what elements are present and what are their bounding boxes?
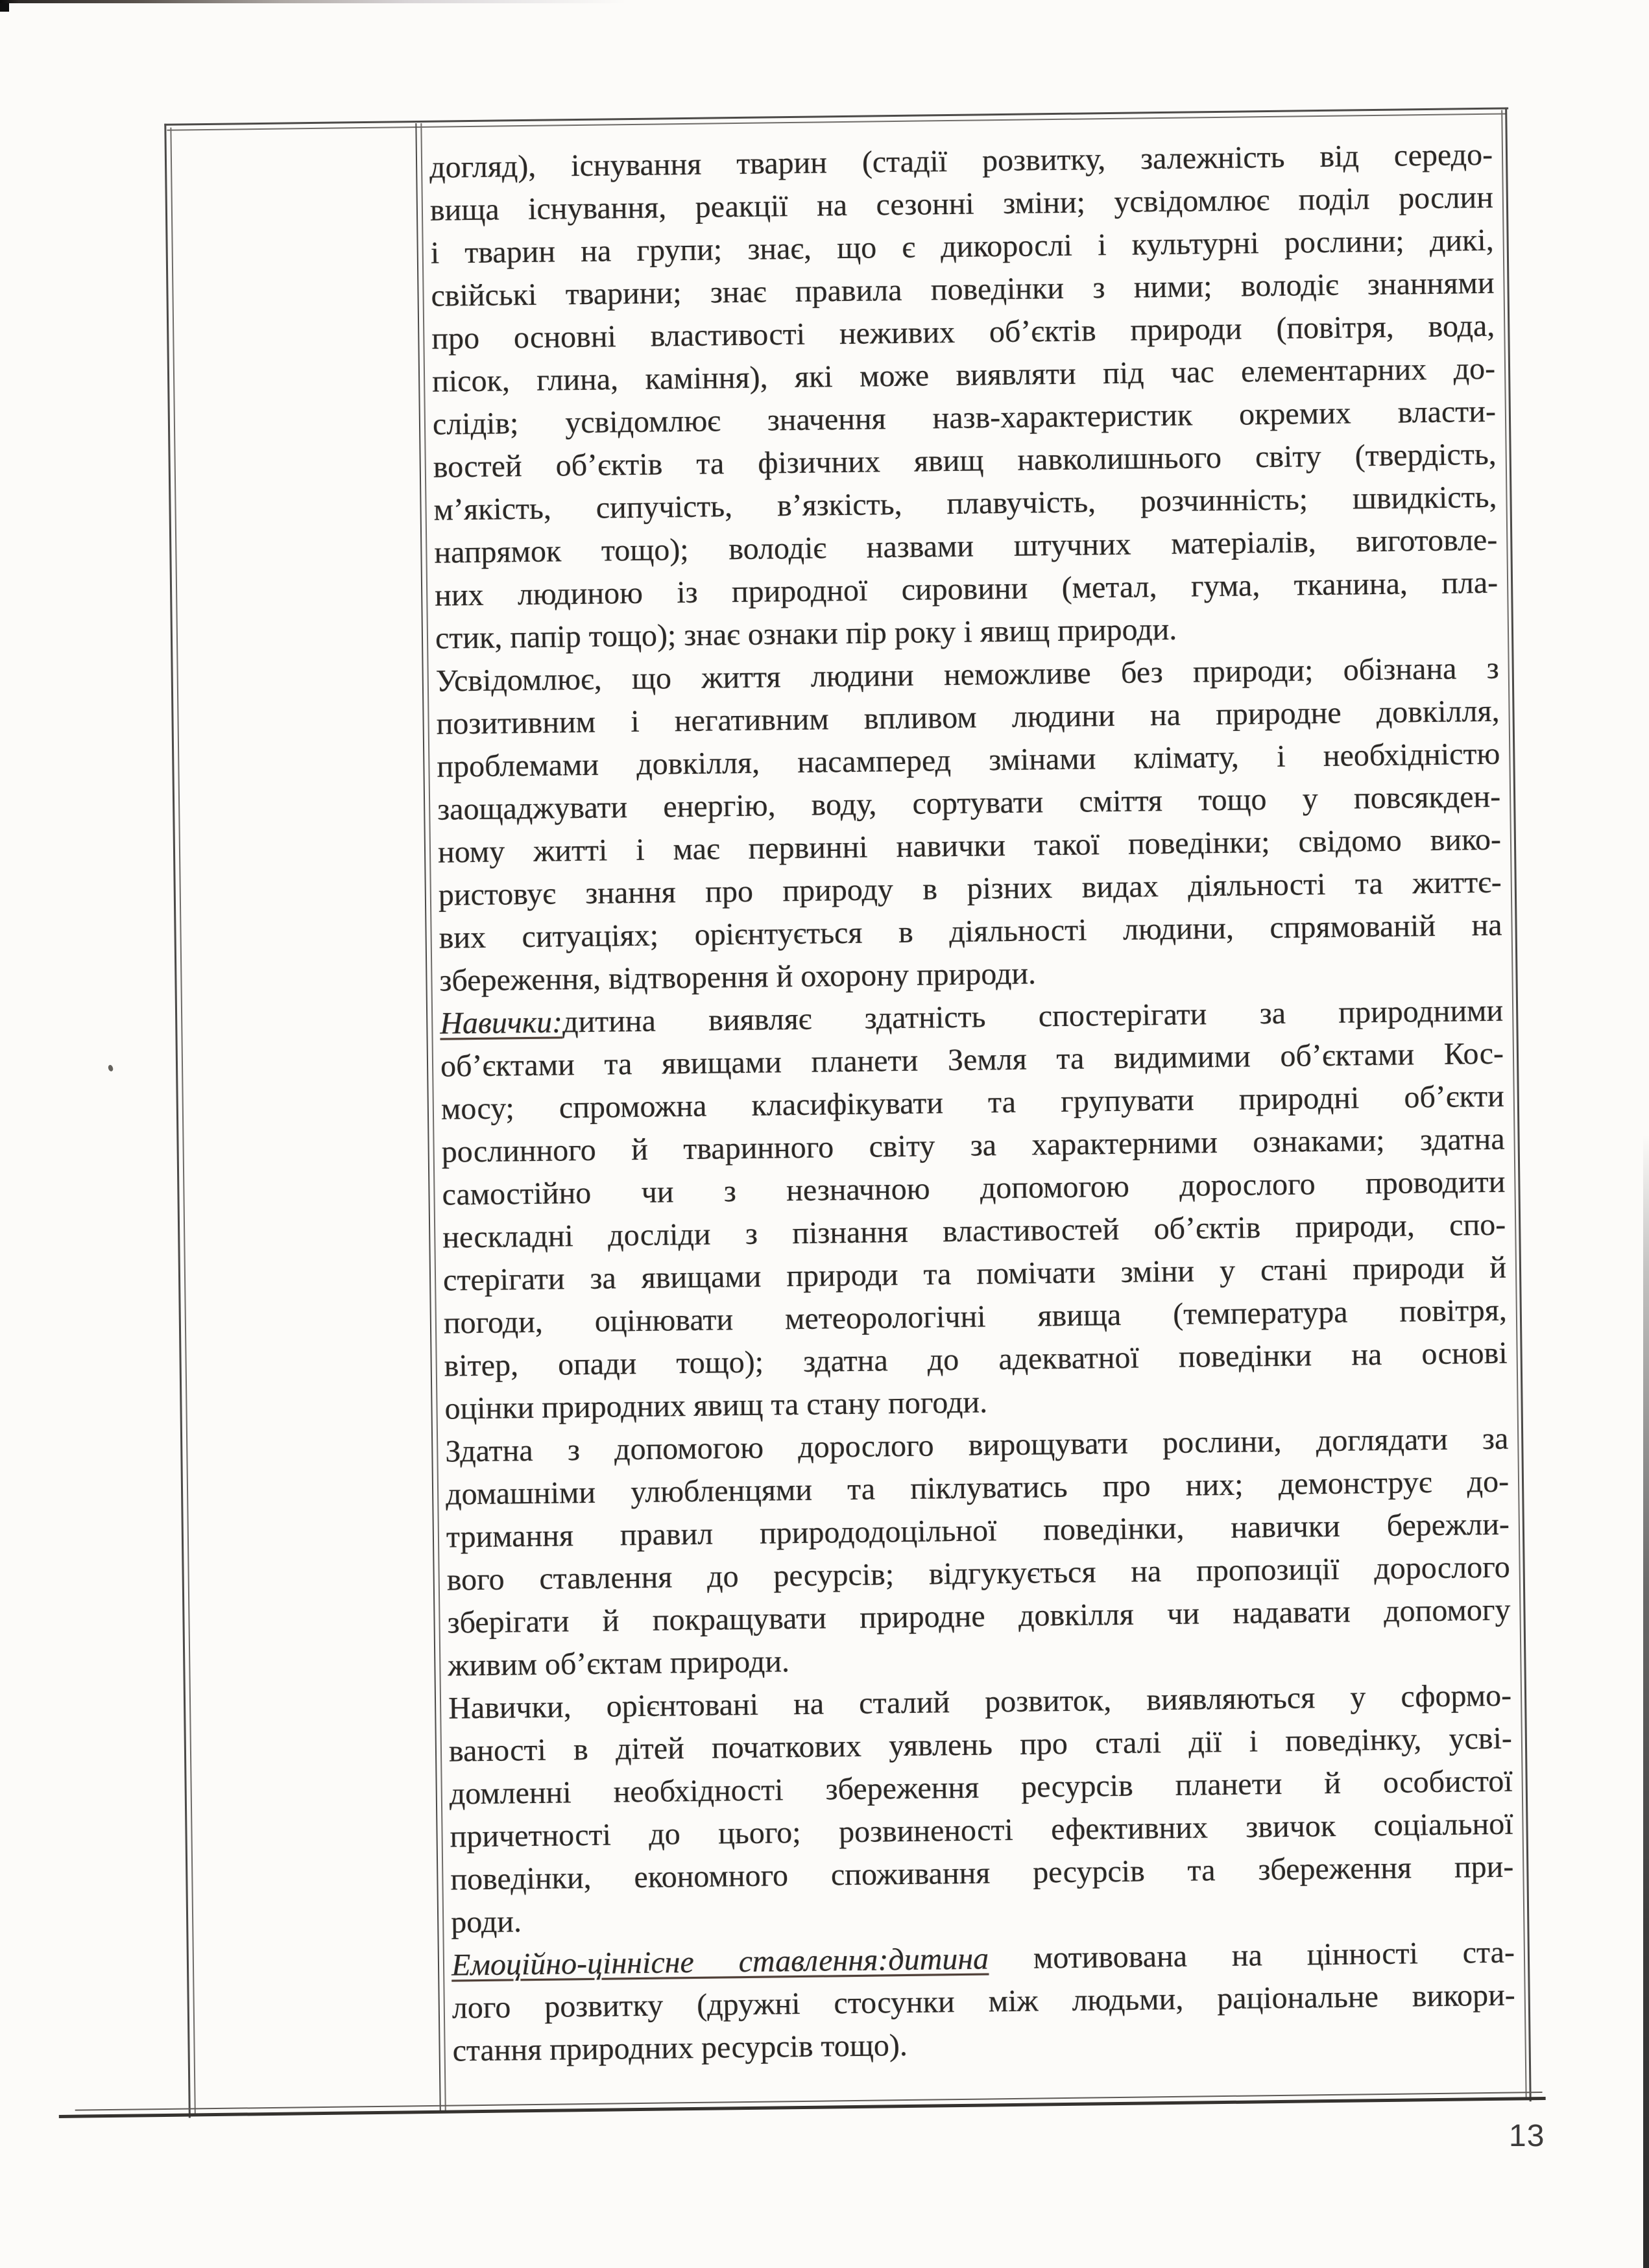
text-line: вих ситуаціях; орієнтується в діяльності людини, спрямованій на: [439, 907, 1502, 955]
text-line: ристовує знання про природу в різних видах діяльності та життє-: [438, 865, 1502, 913]
text-line: напрямок тощо); володіє назвами штучних матеріалів, виготовле-: [434, 522, 1498, 570]
text-line: догляд), існування тварин (стадії розвитку, залежність від середо-: [429, 137, 1493, 185]
text-line: ному житті і має первинні навички такої поведінки; свідомо вико-: [437, 822, 1502, 870]
text-line: заощаджувати енергію, воду, сортувати сміття тощо у повсякден-: [437, 779, 1501, 827]
text-line: об’єктами та явищами планети Земля та видимими об’єктами Кос-: [440, 1036, 1504, 1084]
lead-phrase: Емоційно-ціннісне ставлення:дитина: [451, 1941, 989, 1983]
text-line: вища існування, реакції на сезонні зміни; усвідомлює поділ рослин: [429, 180, 1494, 228]
text-line: Емоційно-ціннісне ставлення:дитина мотивована на цінності ста-: [451, 1935, 1515, 1983]
paragraph: [445, 1418, 1511, 1688]
text-line: них людиною із природної сировини (метал, гума, тканина, пла-: [434, 565, 1499, 613]
text-line: востей об’єктів та фізичних явищ навколишнього світу (твердість,: [433, 436, 1497, 484]
text-line: живим об’єктам природи.: [448, 1644, 790, 1683]
text-line: вого ставлення до ресурсів; відгукується на пропозиції дорослого: [446, 1549, 1510, 1597]
text-line: свійські тварини; знає правила поведінки з ними; володіє знаннями: [431, 265, 1495, 313]
scan-artifact-corner-mark: [0, 2, 9, 12]
text-line: нескладні досліди з пізнання властивостей об’єктів природи, спо-: [442, 1207, 1506, 1255]
paragraph: [429, 134, 1499, 660]
paragraph: [448, 1675, 1515, 1944]
page-number: 13: [1509, 2119, 1545, 2153]
scan-artifact-page-edge-shadow: [1643, 1135, 1649, 2268]
text-line: пісок, глина, каміння), які може виявляти під час елементарних до-: [431, 351, 1496, 399]
paragraph: [440, 990, 1508, 1431]
text-line: домашніми улюбленцями та піклуватись про них; демонструє до-: [445, 1464, 1510, 1512]
text-line: зберігати й покращувати природне довкілля чи надавати допомогу: [447, 1592, 1511, 1640]
text-line: рослинного й тваринного світу за характерними ознаками; здатна: [441, 1121, 1505, 1169]
text-line: ваності в дітей початкових уявлень про сталі дії і поведінку, усві-: [448, 1721, 1513, 1769]
text-line: збереження, відтворення й охорону природи.: [439, 956, 1037, 998]
lead-phrase: Навички:: [439, 1005, 563, 1041]
text-line: і тварин на групи; знає, що є дикорослі і культурні рослини; дикі,: [430, 222, 1494, 270]
text-line: поведінки, економного споживання ресурсів та збереження при-: [450, 1849, 1514, 1897]
text-line: Навички, орієнтовані на сталий розвиток, виявляються у сформо-: [448, 1678, 1512, 1726]
text-column-content: [429, 134, 1516, 2073]
text-line: стерігати за явищами природи та помічати зміни у стані природи й: [442, 1250, 1507, 1298]
text-line: Усвідомлює, що життя людини неможливе без природи; обізнана з: [435, 651, 1500, 698]
text-line: мосу; спроможна класифікувати та групувати природні об’єкти: [440, 1079, 1505, 1127]
scan-artifact-top-line: [0, 0, 626, 3]
text-column-cell: [422, 108, 1525, 2073]
text-line: погоди, оцінювати метеорологічні явища (температура повітря,: [443, 1293, 1508, 1341]
text-line: оцінки природних явищ та стану погоди.: [444, 1385, 988, 1426]
text-line: Навички:дитина виявляє здатність спостерігати за природними: [439, 993, 1504, 1041]
text-line: про основні властивості неживих об’єктів природи (повітря, вода,: [431, 308, 1495, 356]
text-line: тримання правил природодоцільної поведінки, навички бережли-: [446, 1507, 1510, 1555]
text-line: лого розвитку (дружні стосунки між людьми, раціональне викори-: [451, 1977, 1516, 2025]
text-line: причетності до цього; розвиненості ефективних звичок соціальної: [450, 1806, 1513, 1854]
text-line: стання природних ресурсів тощо).: [452, 2028, 908, 2068]
text-line: самостійно чи з незначною допомогою дорослого проводити: [442, 1164, 1506, 1212]
text-line: домленні необхідності збереження ресурсів планети й особистої: [449, 1763, 1513, 1811]
content-table: [164, 107, 1532, 2118]
text-line: слідів; усвідомлює значення назв-характеристик окремих власти-: [432, 394, 1497, 442]
text-line: роди.: [450, 1904, 522, 1940]
scan-artifact-dot: [107, 1064, 114, 1072]
text-line: м’якість, сипучість, в’язкість, плавучість, розчинність; швидкість,: [433, 479, 1497, 527]
text-line: вітер, опади тощо); здатна до адекватної поведінки на основі: [444, 1335, 1508, 1383]
paragraph: [451, 1931, 1516, 2073]
text-line: Здатна з допомогою дорослого вирощувати рослини, доглядати за: [445, 1421, 1509, 1469]
paragraph: [435, 647, 1502, 1003]
text-line: стик, папір тощо); знає ознаки пір року і явищ природи.: [435, 612, 1177, 656]
text-line: позитивним і негативним впливом людини на природне довкілля,: [436, 693, 1500, 741]
text-line: проблемами довкілля, насамперед змінами клімату, і необхідністю: [437, 736, 1500, 784]
left-column-cell: [166, 123, 439, 2108]
